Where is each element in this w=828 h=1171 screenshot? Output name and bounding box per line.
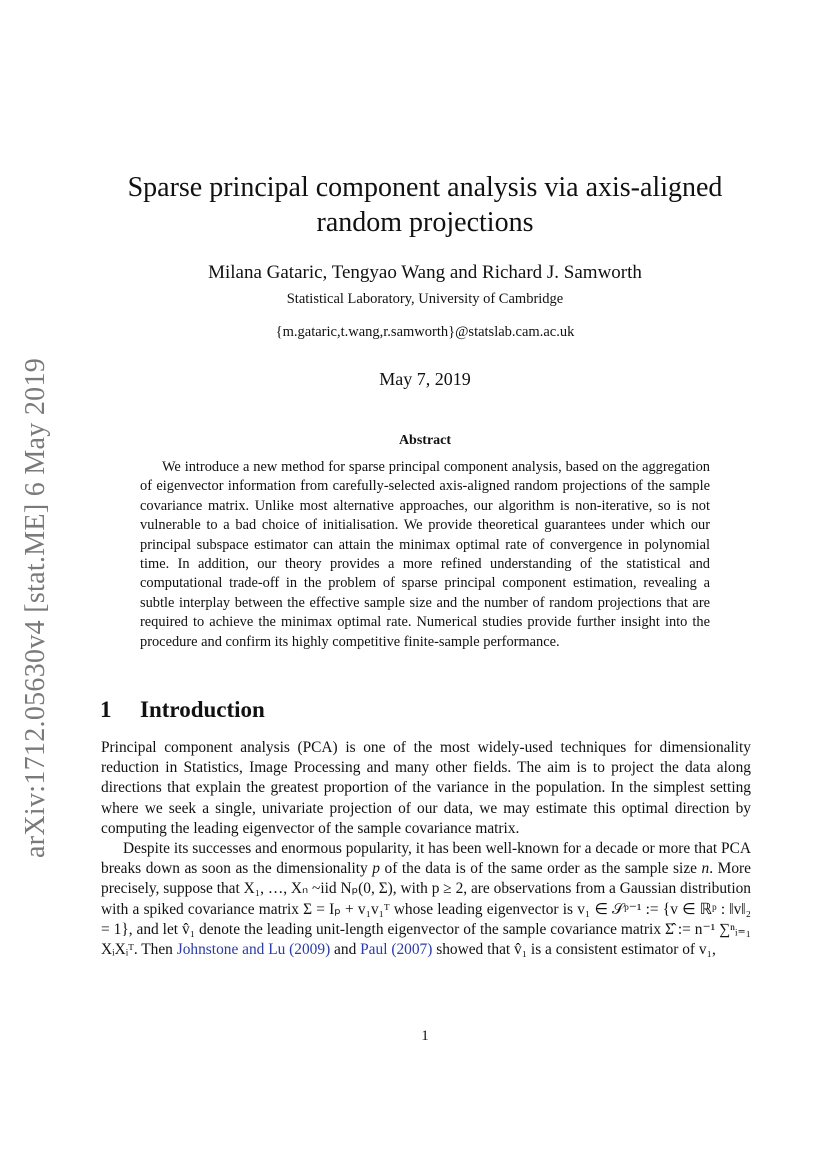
author-emails: {m.gataric,t.wang,r.samworth}@statslab.cam.ac.uk (275, 324, 575, 340)
affiliation: Statistical Laboratory, University of Cambridge (286, 291, 564, 307)
intro-p2-text-c: . More precisely, suppose that X₁, …, Xₙ ~iid Nₚ(0, Σ), with p ≥ 2, are observations from a Gaussian distribution with a spiked covariance matrix Σ = Iₚ + v₁v₁ᵀ whose leading eigenvector is v₁ ∈ 𝒮ᵖ⁻¹ := {v ∈ ℝᵖ : ‖v‖₂ = 1}, and let v̂₁ denote the leading unit-length eigenvector of the sample covariance matrix Σ̂ := n⁻¹ ∑ⁿᵢ₌₁ XᵢXᵢᵀ. Then (101, 860, 751, 959)
paper-date: May 7, 2019 (379, 369, 471, 389)
abstract-text: We introduce a new method for sparse principal component analysis, based on the aggregation of eigenvector information from carefully-selected axis-aligned random projections of the sample covariance matrix. Unlike most alternative approaches, our algorithm is non-iterative, so is not vulnerable to a bad choice of initialisation. We provide theoretical guarantees under which our principal subspace estimator can attain the minimax optimal rate of convergence in polynomial time. In addition, our theory provides a more refined understanding of the statistical and computational trade-off in the problem of sparse principal component estimation, revealing a subtle interplay between the effective sample size and the number of random projections that are required to achieve the minimax optimal rate. Numerical studies provide further insight into the procedure and confirm its highly competitive finite-sample performance. (140, 459, 710, 650)
section-title: Introduction (140, 697, 265, 722)
author-list: Milana Gataric, Tengyao Wang and Richard J. Samworth (208, 262, 642, 283)
math-p: p (372, 860, 380, 878)
arxiv-identifier-stamp: arXiv:1712.05630v4 [stat.ME] 6 May 2019 (20, 357, 51, 858)
intro-paragraph-2 (101, 839, 751, 960)
intro-p2-text-a: Despite its successes and enormous popularity, it has been well-known for a decade or more that PCA breaks down as soon as the dimensionality (101, 840, 751, 878)
abstract-heading: Abstract (398, 433, 452, 448)
section-number: 1 (100, 697, 112, 722)
page-number: 1 (421, 1028, 429, 1044)
section-heading-introduction (100, 694, 750, 726)
math-n: n (701, 860, 710, 878)
intro-p2-and: and (330, 941, 361, 959)
intro-p2-text-d: showed that v̂₁ is a consistent estimator of v₁, (432, 941, 716, 959)
citation-paul[interactable]: Paul (2007) (360, 941, 433, 959)
intro-paragraph-1: Principal component analysis (PCA) is one of the most widely-used techniques for dimensionality reduction in Statistics, Image Processing and many other fields. The aim is to project the data along directions that explain the greatest proportion of the variance in the population. In the simplest setting where we seek a single, univariate projection of our data, we may estimate this optimal direction by computing the leading eigenvector of the sample covariance matrix. (101, 739, 751, 837)
paper-title: Sparse principal component analysis via axis-aligned random projections (127, 172, 723, 238)
introduction-body (101, 738, 751, 960)
citation-johnstone-lu[interactable]: Johnstone and Lu (2009) (176, 941, 331, 959)
intro-p2-text-b: of the data is of the same order as the sample size (379, 860, 702, 878)
